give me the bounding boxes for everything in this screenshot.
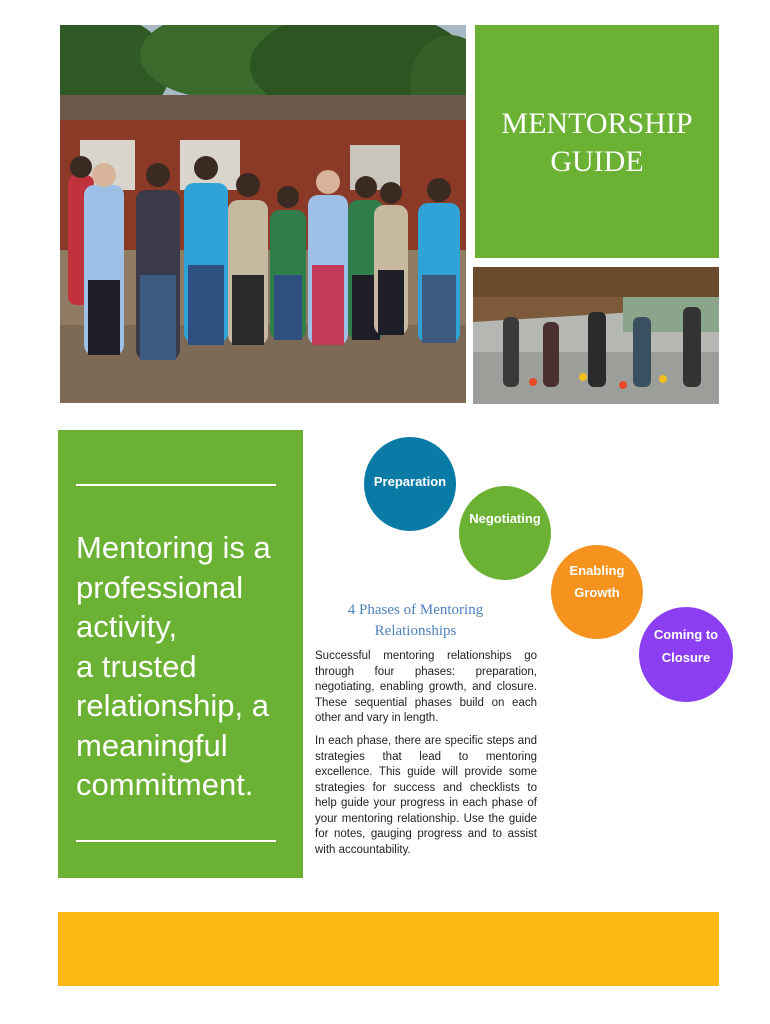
- phase-label-growth: Growth: [574, 585, 620, 600]
- title-box: [475, 25, 719, 258]
- body-paragraph-2: In each phase, there are specific steps and strategies that lead to mentoring excellence. This guide will provide some strategies for success and checklists to help guide your progress in each phase of your mentoring relationship. Use the guide for notes, gauging progress and to assist with accountability.: [315, 735, 537, 856]
- quote-text: Mentoring is a professional activity, a trusted relationship, a meaningful commitment.: [76, 530, 271, 802]
- quote-top-rule: [76, 484, 276, 486]
- group-photo: [60, 25, 466, 403]
- title-line-1: MENTORSHIP: [501, 107, 693, 140]
- title-line-2: GUIDE: [550, 145, 644, 178]
- phases-heading: [313, 600, 518, 642]
- quote-bottom-rule: [76, 840, 276, 842]
- phases-heading-line-2: Relationships: [374, 623, 457, 639]
- phase-label-preparation: Preparation: [373, 474, 447, 489]
- group-photo-illustration: [60, 25, 466, 403]
- activity-photo: [473, 267, 719, 404]
- phases-heading-line-1: 4 Phases of Mentoring: [347, 602, 484, 618]
- body-paragraph-1: Successful mentoring relationships go through four phases: preparation, negotiating, enabling growth, and closure. These sequential phases build on each other and vary in length.: [315, 650, 537, 724]
- phase-label-negotiating: Negotiating: [469, 511, 541, 526]
- footer-bar: [58, 912, 719, 986]
- phase-circle-enabling-growth: [551, 545, 643, 639]
- phase-circle-closure: [639, 607, 733, 702]
- phase-circle-preparation: [364, 437, 456, 531]
- phase-circle-negotiating: [459, 486, 551, 580]
- quote-box: [58, 430, 303, 878]
- activity-photo-illustration: [473, 267, 719, 404]
- phase-label-coming-to: Coming to: [653, 627, 719, 642]
- phase-label-closure: Closure: [661, 650, 711, 665]
- phase-label-enabling: Enabling: [569, 563, 625, 578]
